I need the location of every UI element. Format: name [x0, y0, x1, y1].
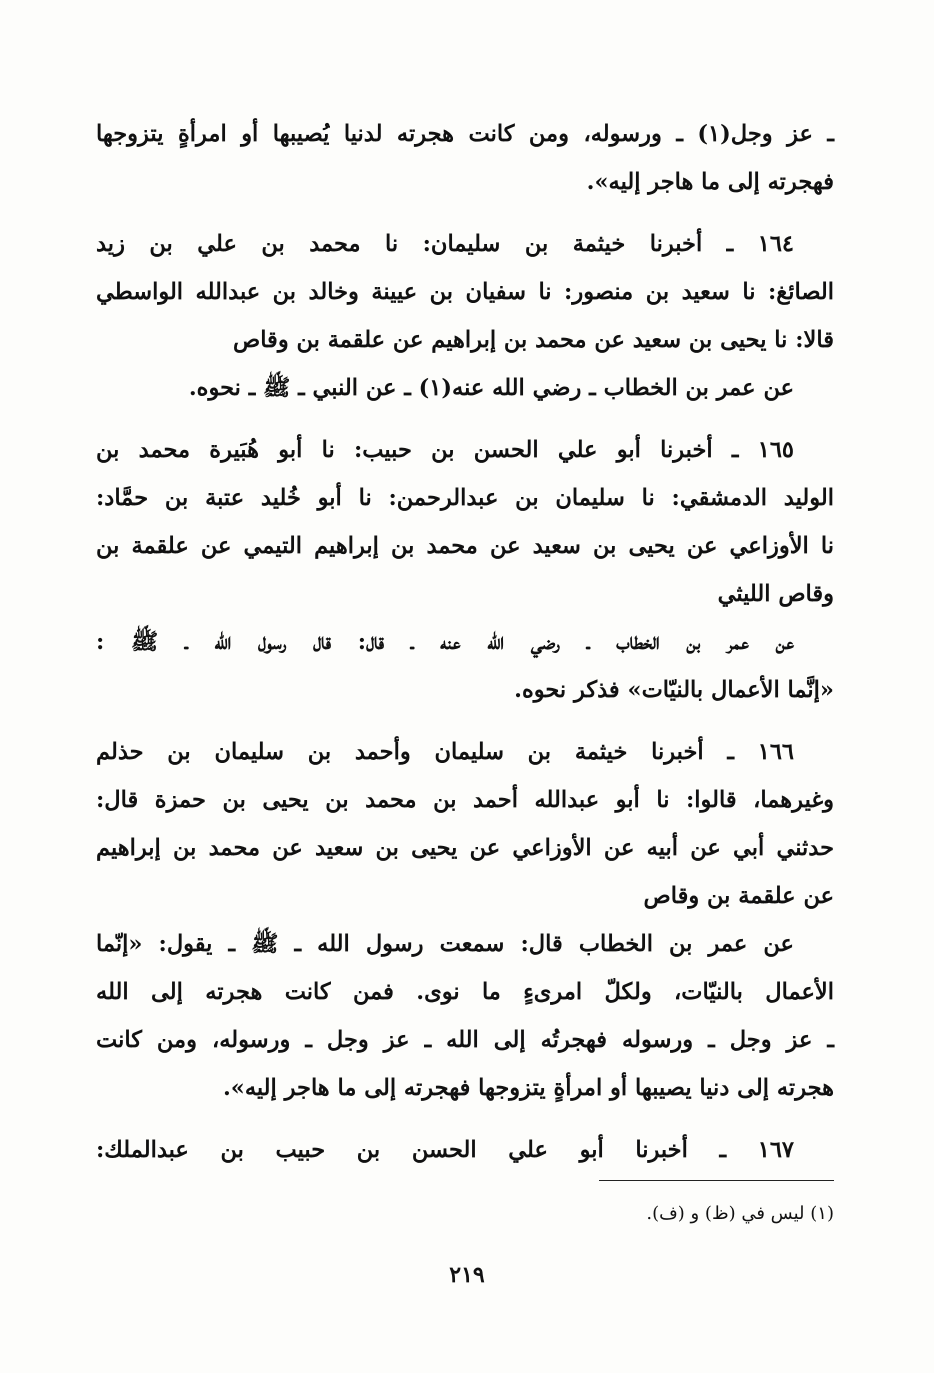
text-line: الأعمال بالنيّات، ولكلّ امرىءٍ ما نوى. فمن كانت هجرته إلى الله	[96, 979, 834, 1005]
paragraph-continuation	[96, 110, 834, 206]
text-line: عن عمر بن الخطاب ـ رضي الله عنه ـ قال: قال رسول الله ـ ﷺ :	[96, 629, 794, 655]
text-line: وغيرهما، قالوا: نا أبو عبدالله أحمد بن محمد بن يحيى بن حمزة قال:	[96, 787, 834, 813]
text-line: ـ عز وجل ـ ورسوله فهجرتُه إلى الله ـ عز وجل ـ ورسوله، ومن كانت	[96, 1027, 834, 1053]
text-line: ١٦٦ ـ أخبرنا خيثمة بن سليمان وأحمد بن سليمان بن حذلم	[96, 739, 794, 765]
text-line: وقاص الليثي	[717, 581, 834, 607]
text-line: فهجرته إلى ما هاجر إليه».	[586, 169, 834, 195]
text-line: ـ عز وجل(١) ـ ورسوله، ومن كانت هجرته لدنيا يُصيبها أو امرأةٍ يتزوجها	[96, 121, 834, 147]
hadith-166	[96, 728, 834, 1112]
text-line: نا الأوزاعي عن يحيى بن سعيد عن محمد بن إبراهيم التيمي عن علقمة بن	[96, 533, 834, 559]
text-line: حدثني أبي عن أبيه عن الأوزاعي عن يحيى بن سعيد عن محمد بن إبراهيم	[96, 835, 834, 861]
text-line: الصائغ: نا سعيد بن منصور: نا سفيان بن عيينة وخالد بن عبدالله الواسطي	[96, 279, 834, 305]
footnote-divider	[599, 1180, 834, 1181]
main-text	[96, 110, 834, 1174]
footnote: (١) ليس في (ظ) و (ف).	[646, 1203, 834, 1224]
page-number: ٢١٩	[449, 1262, 485, 1288]
text-line: عن عمر بن الخطاب ـ رضي الله عنه(١) ـ عن النبي ـ ﷺ ـ نحوه.	[188, 375, 794, 401]
text-line: الوليد الدمشقي: نا سليمان بن عبدالرحمن: نا أبو خُليد عتبة بن حمَّاد:	[96, 485, 834, 511]
hadith-167	[96, 1126, 834, 1174]
text-line: قالا: نا يحيى بن سعيد عن محمد بن إبراهيم عن علقمة بن وقاص	[233, 327, 834, 353]
text-line: هجرته إلى دنيا يصيبها أو امرأةٍ يتزوجها فهجرته إلى ما هاجر إليه».	[222, 1075, 834, 1101]
text-line: «إنَّما الأعمال بالنيّات» فذكر نحوه.	[514, 677, 834, 703]
text-line: ١٦٥ ـ أخبرنا أبو علي الحسن بن حبيب: نا أبو هُبَيرة محمد بن	[96, 437, 794, 463]
text-line: عن علقمة بن وقاص	[643, 883, 834, 909]
text-line: ١٦٤ ـ أخبرنا خيثمة بن سليمان: نا محمد بن علي بن زيد	[96, 231, 794, 257]
text-line: عن عمر بن الخطاب قال: سمعت رسول الله ـ ﷺ ـ يقول: «إنّما	[96, 931, 794, 957]
text-line: ١٦٧ ـ أخبرنا أبو علي الحسن بن حبيب بن عبدالملك:	[96, 1137, 794, 1163]
hadith-164	[96, 220, 834, 412]
hadith-165	[96, 426, 834, 714]
